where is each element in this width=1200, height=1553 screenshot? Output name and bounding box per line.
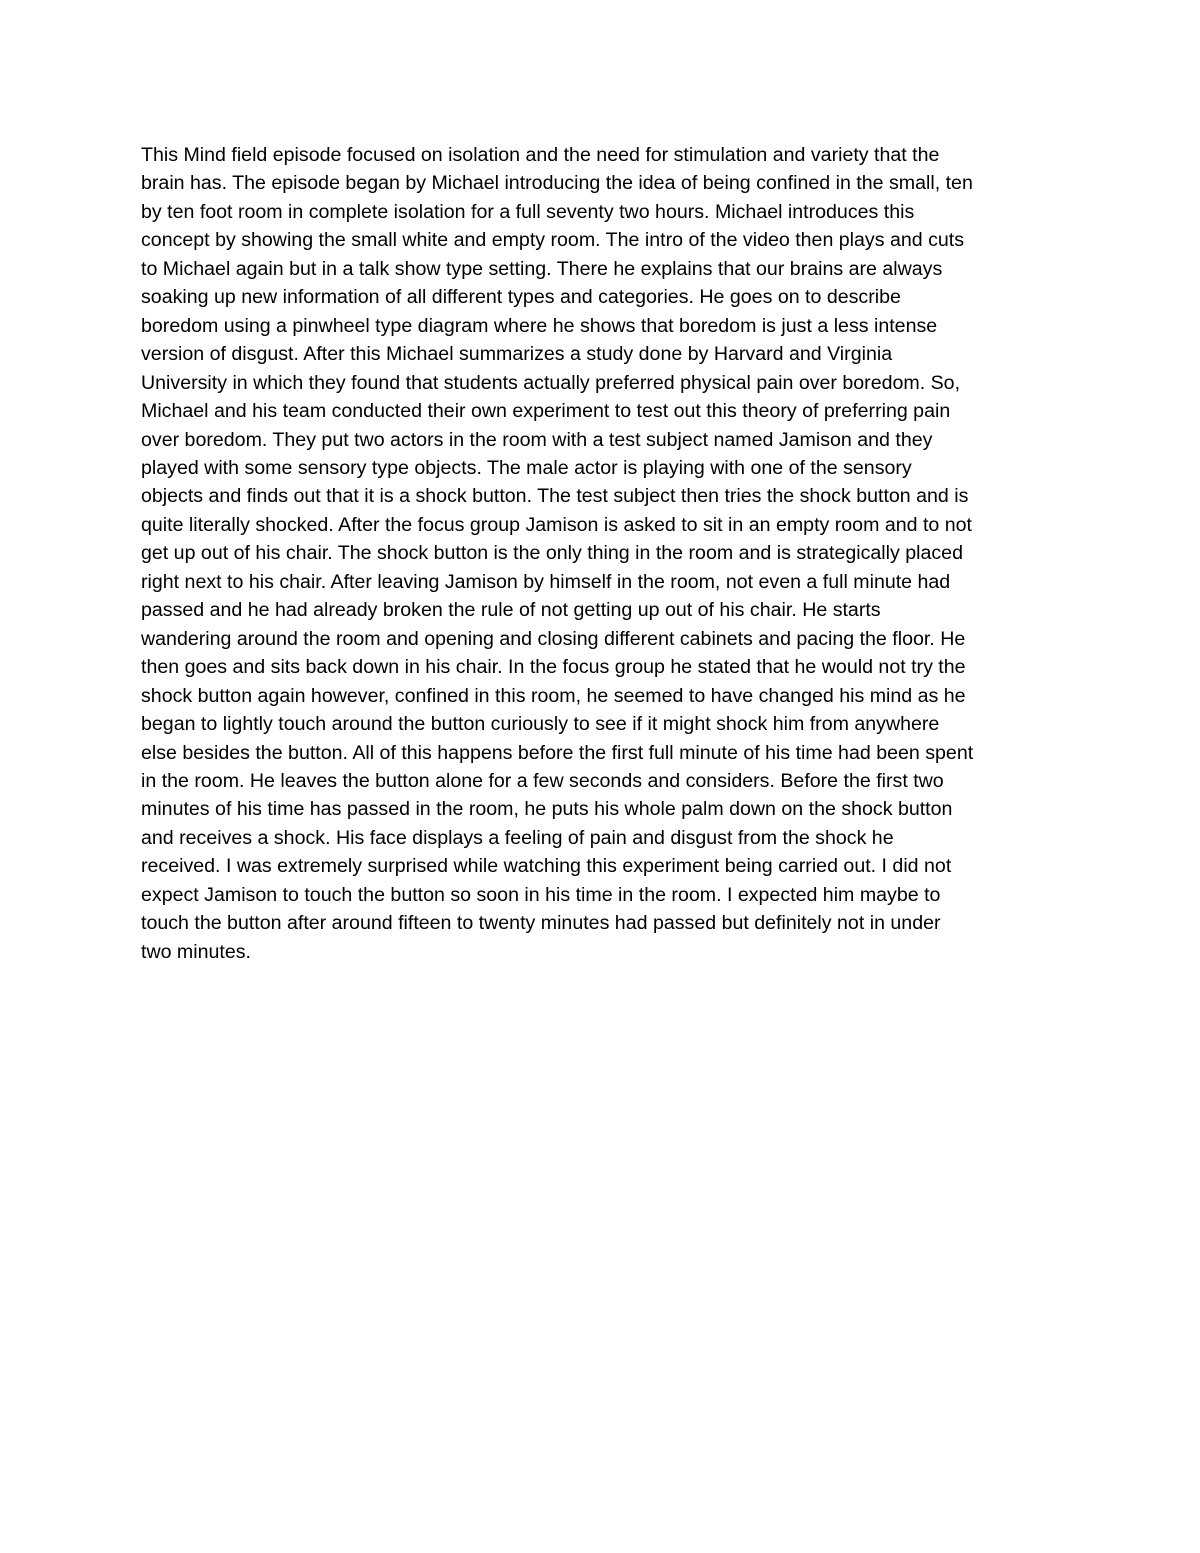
paragraph-line: version of disgust. After this Michael summarizes a study done by Harvard and Virginia [141,343,893,366]
paragraph-line: received. I was extremely surprised while watching this experiment being carried out. I did not [141,855,952,878]
paragraph-line: else besides the button. All of this happens before the first full minute of his time had been spent [141,741,974,764]
paragraph-line: and receives a shock. His face displays a feeling of pain and disgust from the shock he [141,826,894,849]
paragraph-line: University in which they found that students actually preferred physical pain over boredom. So, [141,371,961,394]
paragraph-line: soaking up new information of all different types and categories. He goes on to describe [141,286,901,309]
paragraph-line: boredom using a pinwheel type diagram where he shows that boredom is just a less intense [141,314,938,337]
paragraph-line: quite literally shocked. After the focus group Jamison is asked to sit in an empty room and to not [141,513,972,536]
paragraph-line: This Mind field episode focused on isolation and the need for stimulation and variety that the [141,144,940,166]
paragraph-line: passed and he had already broken the rule of not getting up out of his chair. He starts [141,599,881,622]
paragraph-line: concept by showing the small white and empty room. The intro of the video then plays and cuts [141,229,965,252]
paragraph-line: wandering around the room and opening and closing different cabinets and pacing the floor. He [141,627,966,650]
paragraph-line: minutes of his time has passed in the room, he puts his whole palm down on the shock button [141,798,953,821]
paragraph-line: expect Jamison to touch the button so soon in his time in the room. I expected him maybe to [141,883,941,906]
paragraph-line: by ten foot room in complete isolation for a full seventy two hours. Michael introduces this [141,200,915,223]
paragraph-line: touch the button after around fifteen to twenty minutes had passed but definitely not in under [141,912,941,935]
paragraph-line: get up out of his chair. The shock button is the only thing in the room and is strategically placed [141,542,963,565]
paragraph-line: Michael and his team conducted their own experiment to test out this theory of preferring pain [141,400,951,423]
paragraph-line: to Michael again but in a talk show type setting. There he explains that our brains are always [141,257,943,280]
paragraph-line: right next to his chair. After leaving Jamison by himself in the room, not even a full minute had [141,570,951,593]
paragraph-line: in the room. He leaves the button alone for a few seconds and considers. Before the first two [141,769,944,792]
paragraph-line: brain has. The episode began by Michael introducing the idea of being confined in the small, ten [141,172,973,195]
paragraph-line: over boredom. They put two actors in the room with a test subject named Jamison and they [141,428,933,451]
paragraph-line: shock button again however, confined in this room, he seemed to have changed his mind as he [141,684,966,707]
paragraph-line: began to lightly touch around the button curiously to see if it might shock him from anywhere [141,713,940,736]
paragraph-line: then goes and sits back down in his chair. In the focus group he stated that he would not try the [141,656,966,679]
body-paragraph [141,141,1071,966]
paragraph-line: objects and finds out that it is a shock button. The test subject then tries the shock button and is [141,485,969,508]
paragraph-line: two minutes. [141,940,251,963]
paragraph-line: played with some sensory type objects. The male actor is playing with one of the sensory [141,456,912,479]
